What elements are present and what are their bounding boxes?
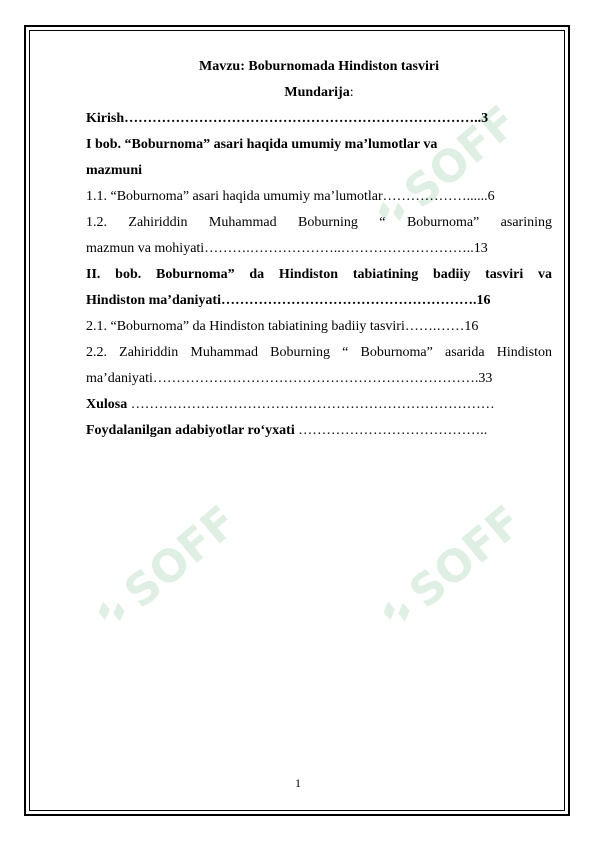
- toc-heading-label: Mundarija: [284, 85, 350, 100]
- document-body: [86, 54, 552, 444]
- toc-entry-label: Foydalanilgan adabiyotlar ro‘yxati: [86, 423, 295, 438]
- toc-entry: 1.2. Zahiriddin Muhammad Boburning “ Boburnoma” asarining: [86, 215, 552, 230]
- toc-entry: mazmuni: [86, 163, 142, 178]
- page-number: 1: [295, 776, 301, 790]
- toc-heading-colon: :: [349, 85, 354, 100]
- watermark-text: SOFF: [114, 495, 247, 618]
- watermark-text: SOFF: [399, 495, 532, 618]
- toc-heading: [86, 80, 552, 106]
- toc-entry-dots: …………………………………..: [294, 423, 488, 438]
- toc-entry: I bob. “Boburnoma” asari haqida umumiy ma’lumotlar va: [86, 137, 438, 152]
- toc-entry: Kirish…………………………………………………………………..3: [86, 111, 489, 126]
- toc-entry: 2.1. “Boburnoma” da Hindiston tabiatining badiiy tasviri…….……16: [86, 319, 479, 334]
- toc-entry: 2.2. Zahiriddin Muhammad Boburning “ Boburnoma” asarida Hindiston: [86, 345, 552, 360]
- toc-entry-dots: ……………………………………………………………………: [127, 397, 495, 412]
- toc-entry: II. bob. Boburnoma” da Hindiston tabiatining badiiy tasviri va: [86, 267, 552, 282]
- toc-entry: ma’daniyati…………………………………………………………….33: [86, 371, 493, 386]
- toc-entry: [86, 418, 552, 444]
- toc-entry: Hindiston ma’daniyati……………………………………………….16: [86, 293, 491, 308]
- toc-entry-label: Xulosa: [86, 397, 128, 412]
- watermark-text: SOFF: [394, 95, 527, 218]
- toc-entry: [86, 392, 552, 418]
- page-title: Mavzu: Boburnomada Hindiston tasviri: [199, 59, 439, 74]
- toc-entry: mazmun va mohiyati……….………………..………………………..13: [86, 241, 488, 256]
- toc-entry: 1.1. “Boburnoma” asari haqida umumiy ma’lumotlar………………......6: [86, 189, 495, 204]
